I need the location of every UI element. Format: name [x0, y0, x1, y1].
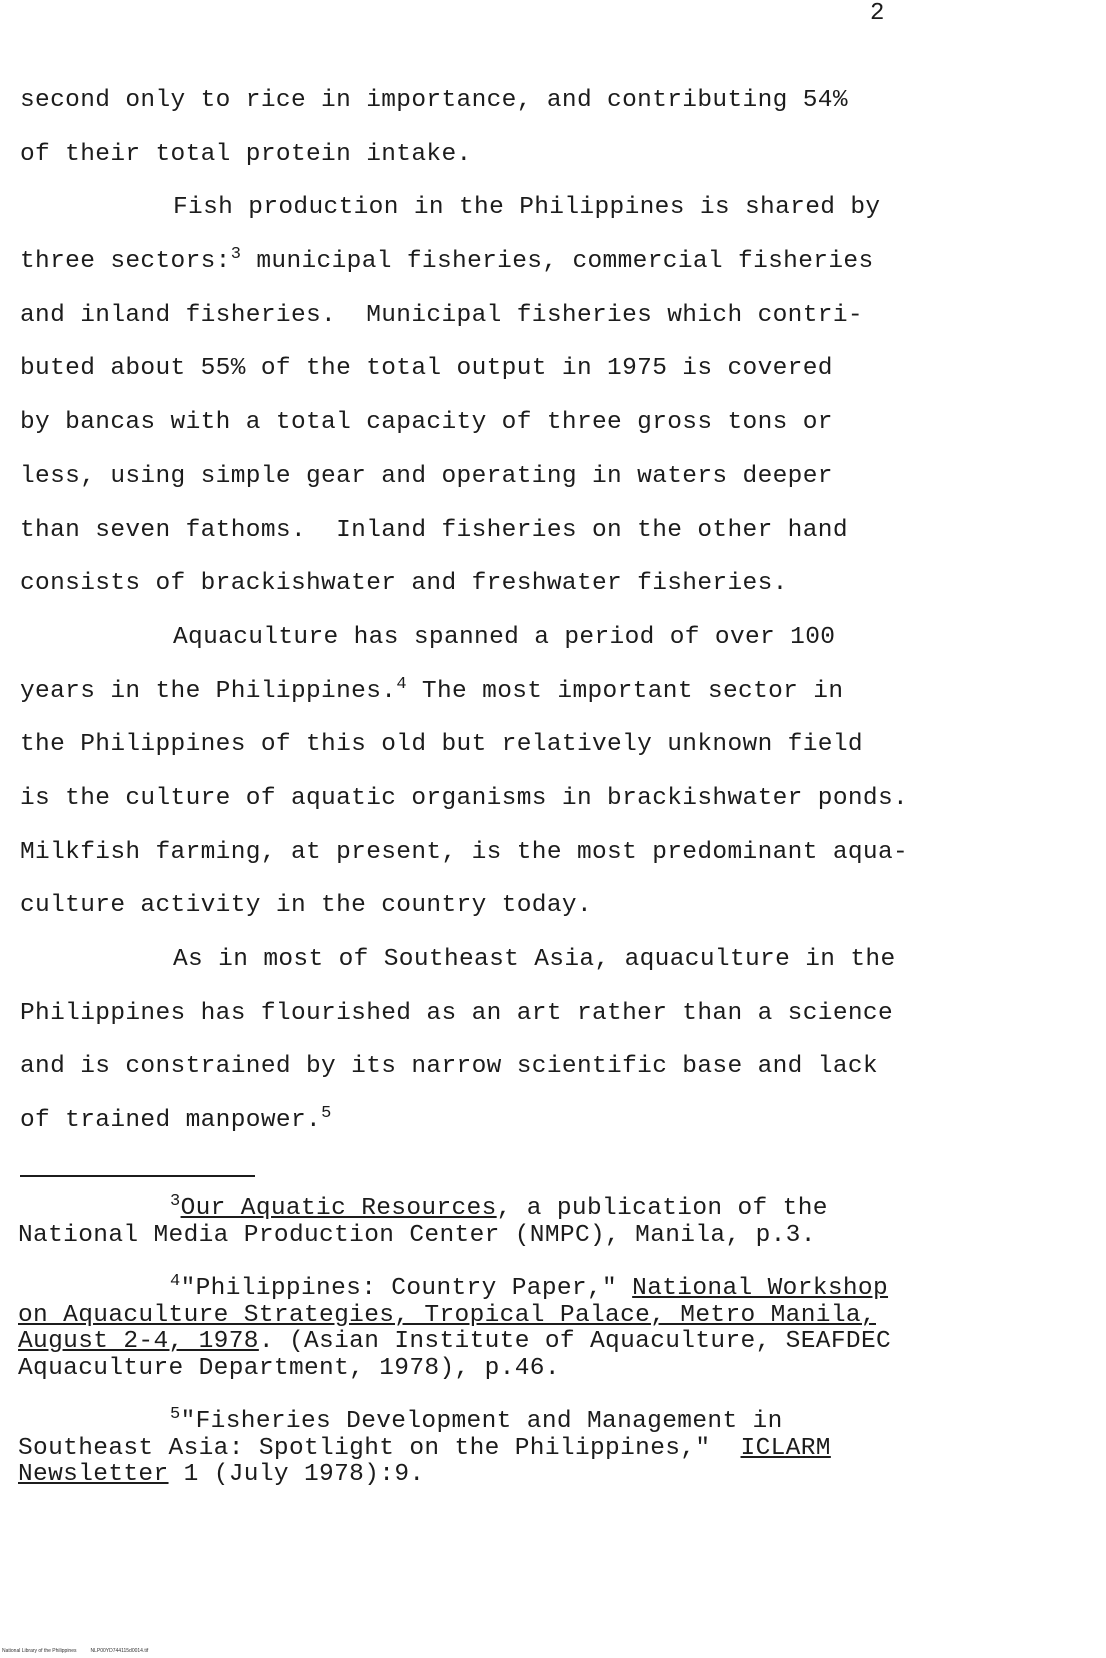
- footnote-title: ICLARM: [740, 1434, 831, 1462]
- body-line: consists of brackishwater and freshwater fisheries.: [20, 570, 788, 598]
- footnote-title: Our Aquatic Resources: [180, 1195, 497, 1222]
- footnote-title: August 2-4, 1978: [18, 1328, 259, 1355]
- body-line: and inland fisheries. Municipal fisheries which contri-: [20, 301, 863, 329]
- body-line: culture activity in the country today.: [20, 892, 592, 920]
- body-line: of their total protein intake.: [20, 140, 472, 168]
- footnote-5: $^5$"Fisheries Development and Management in Southeast Asia: Spotlight on the Philippines," ICLARM Newsletter 1 (July 1978):9.: [18, 1405, 831, 1488]
- archive-file: NLP00YD744115d0014.tif: [90, 1648, 149, 1654]
- body-line: than seven fathoms. Inland fisheries on the other hand: [20, 516, 848, 544]
- footnotes: [18, 1192, 892, 1516]
- body-line: years in the Philippines.$^4$ The most important sector in: [20, 674, 844, 705]
- footnote-ref-3: 3: [230, 245, 242, 265]
- paragraph-start: Fish production in the Philippines is shared by: [173, 194, 881, 222]
- footnote-number: 3: [170, 1192, 181, 1211]
- body-line: buted about 55% of the total output in 1975 is covered: [20, 355, 833, 383]
- paragraph-start: Aquaculture has spanned a period of over 100: [173, 623, 836, 651]
- footnote-title: National Workshop: [632, 1275, 889, 1302]
- body-line: by bancas with a total capacity of three gross tons or: [20, 409, 833, 437]
- footnote-ref-5: 5: [321, 1104, 332, 1124]
- body-line: less, using simple gear and operating in waters deeper: [20, 462, 833, 490]
- body-line: Milkfish farming, at present, is the most predominant aqua-: [20, 838, 909, 866]
- body-line: of trained manpower.$^5$: [20, 1104, 332, 1135]
- footnote-ref-4: 4: [396, 674, 407, 694]
- body-line: second only to rice in importance, and contributing 54%: [20, 87, 848, 114]
- footnote-divider: [20, 1175, 255, 1177]
- page-number: 2: [870, 0, 885, 27]
- body-line: is the culture of aquatic organisms in brackishwater ponds.: [20, 784, 909, 812]
- footnote-number: 4: [170, 1272, 181, 1291]
- body-line: the Philippines of this old but relatively unknown field: [20, 731, 863, 759]
- body-line: three sectors:$^3$ municipal fisheries, commercial fisheries: [20, 245, 874, 276]
- footnote-4: $^4$"Philippines: Country Paper," National Workshop on Aquaculture Strategies, Tropical Palace, Metro Manila, August 2-4, 1978. (Asian Institute of Aquaculture, SEAFDEC Aquaculture Department, 1978), p.46.: [18, 1272, 892, 1382]
- footnote-number: 5: [170, 1405, 181, 1424]
- archive-footer: [2, 1648, 162, 1655]
- body-line: Philippines has flourished as an art rather than a science: [20, 999, 894, 1027]
- footnote-title: on Aquaculture Strategies, Tropical Palace, Metro Manila,: [18, 1301, 876, 1329]
- footnote-3: $^3$Our Aquatic Resources, a publication of the National Media Production Center (NMPC), Manila, p.3.: [18, 1192, 828, 1249]
- paragraph-start: As in most of Southeast Asia, aquaculture in the: [173, 946, 896, 973]
- body-text: [20, 74, 908, 1148]
- footnote-title: Newsletter: [18, 1461, 169, 1488]
- body-line: and is constrained by its narrow scientific base and lack: [20, 1053, 878, 1081]
- archive-library: National Library of the Philippines: [2, 1648, 77, 1654]
